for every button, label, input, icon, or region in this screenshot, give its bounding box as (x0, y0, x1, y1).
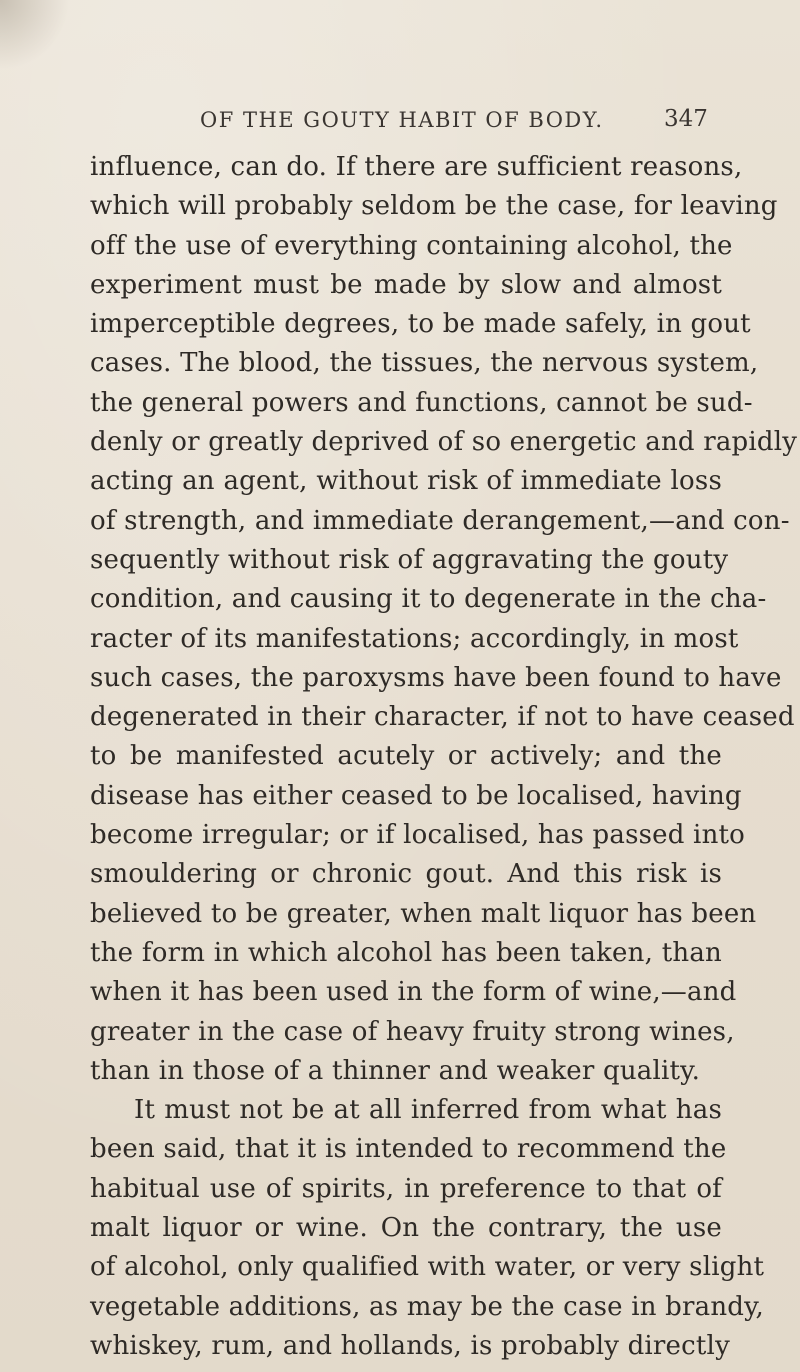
text-line: the form in which alcohol has been taken, than (90, 937, 722, 968)
text-line: such cases, the paroxysms have been found to have (90, 662, 782, 693)
text-line: become irregular; or if localised, has passed into (90, 820, 746, 851)
text-line: cases. The blood, the tissues, the nervous system, (90, 348, 759, 379)
text-line: condition, and causing it to degenerate in the cha- (90, 584, 767, 615)
text-line: denly or greatly deprived of so energetic and rapidly (90, 427, 798, 458)
text-line: disease has either ceased to be localised, having (90, 780, 742, 811)
text-line: whiskey, rum, and hollands, is probably directly (90, 1330, 730, 1361)
text-line: when it has been used in the form of wine,—and (90, 977, 737, 1008)
body-text (90, 148, 798, 1366)
text-line: been said, that it is intended to recommend the (90, 1134, 727, 1165)
text-line: greater in the case of heavy fruity strong wines, (90, 1016, 735, 1047)
text-line: of alcohol, only qualified with water, or very slight (90, 1252, 765, 1283)
text-line: the general powers and functions, cannot be sud- (90, 387, 753, 418)
text-line: imperceptible degrees, to be made safely, in gout (90, 309, 751, 340)
text-line: smouldering or chronic gout. And this risk is (90, 859, 722, 890)
text-line: to be manifested acutely or actively; and the (90, 741, 722, 772)
text-line: of strength, and immediate derangement,—and con- (90, 505, 790, 536)
text-line: off the use of everything containing alcohol, the (90, 230, 733, 261)
text-line: experiment must be made by slow and almost (90, 269, 722, 300)
paragraph-start-line: It must not be at all inferred from what has (134, 1095, 722, 1126)
text-line: malt liquor or wine. On the contrary, the use (90, 1213, 722, 1244)
text-line: habitual use of spirits, in preference to that of (90, 1173, 722, 1204)
page-corner-shadow (0, 0, 70, 70)
text-line: acting an agent, without risk of immediate loss (90, 466, 722, 497)
text-line: believed to be greater, when malt liquor has been (90, 898, 757, 929)
text-line: which will probably seldom be the case, for leaving (90, 191, 778, 222)
running-head: OF THE GOUTY HABIT OF BODY. (200, 108, 604, 132)
text-line: degenerated in their character, if not to have ceased (90, 702, 795, 733)
page-number: 347 (664, 106, 708, 132)
text-line: vegetable additions, as may be the case in brandy, (90, 1291, 765, 1322)
text-line: sequently without risk of aggravating the gouty (90, 544, 729, 575)
text-line: influence, can do. If there are sufficient reasons, (90, 152, 743, 182)
paragraph-end-line: than in those of a thinner and weaker quality. (90, 1055, 701, 1086)
text-line: racter of its manifestations; accordingly, in most (90, 623, 739, 654)
